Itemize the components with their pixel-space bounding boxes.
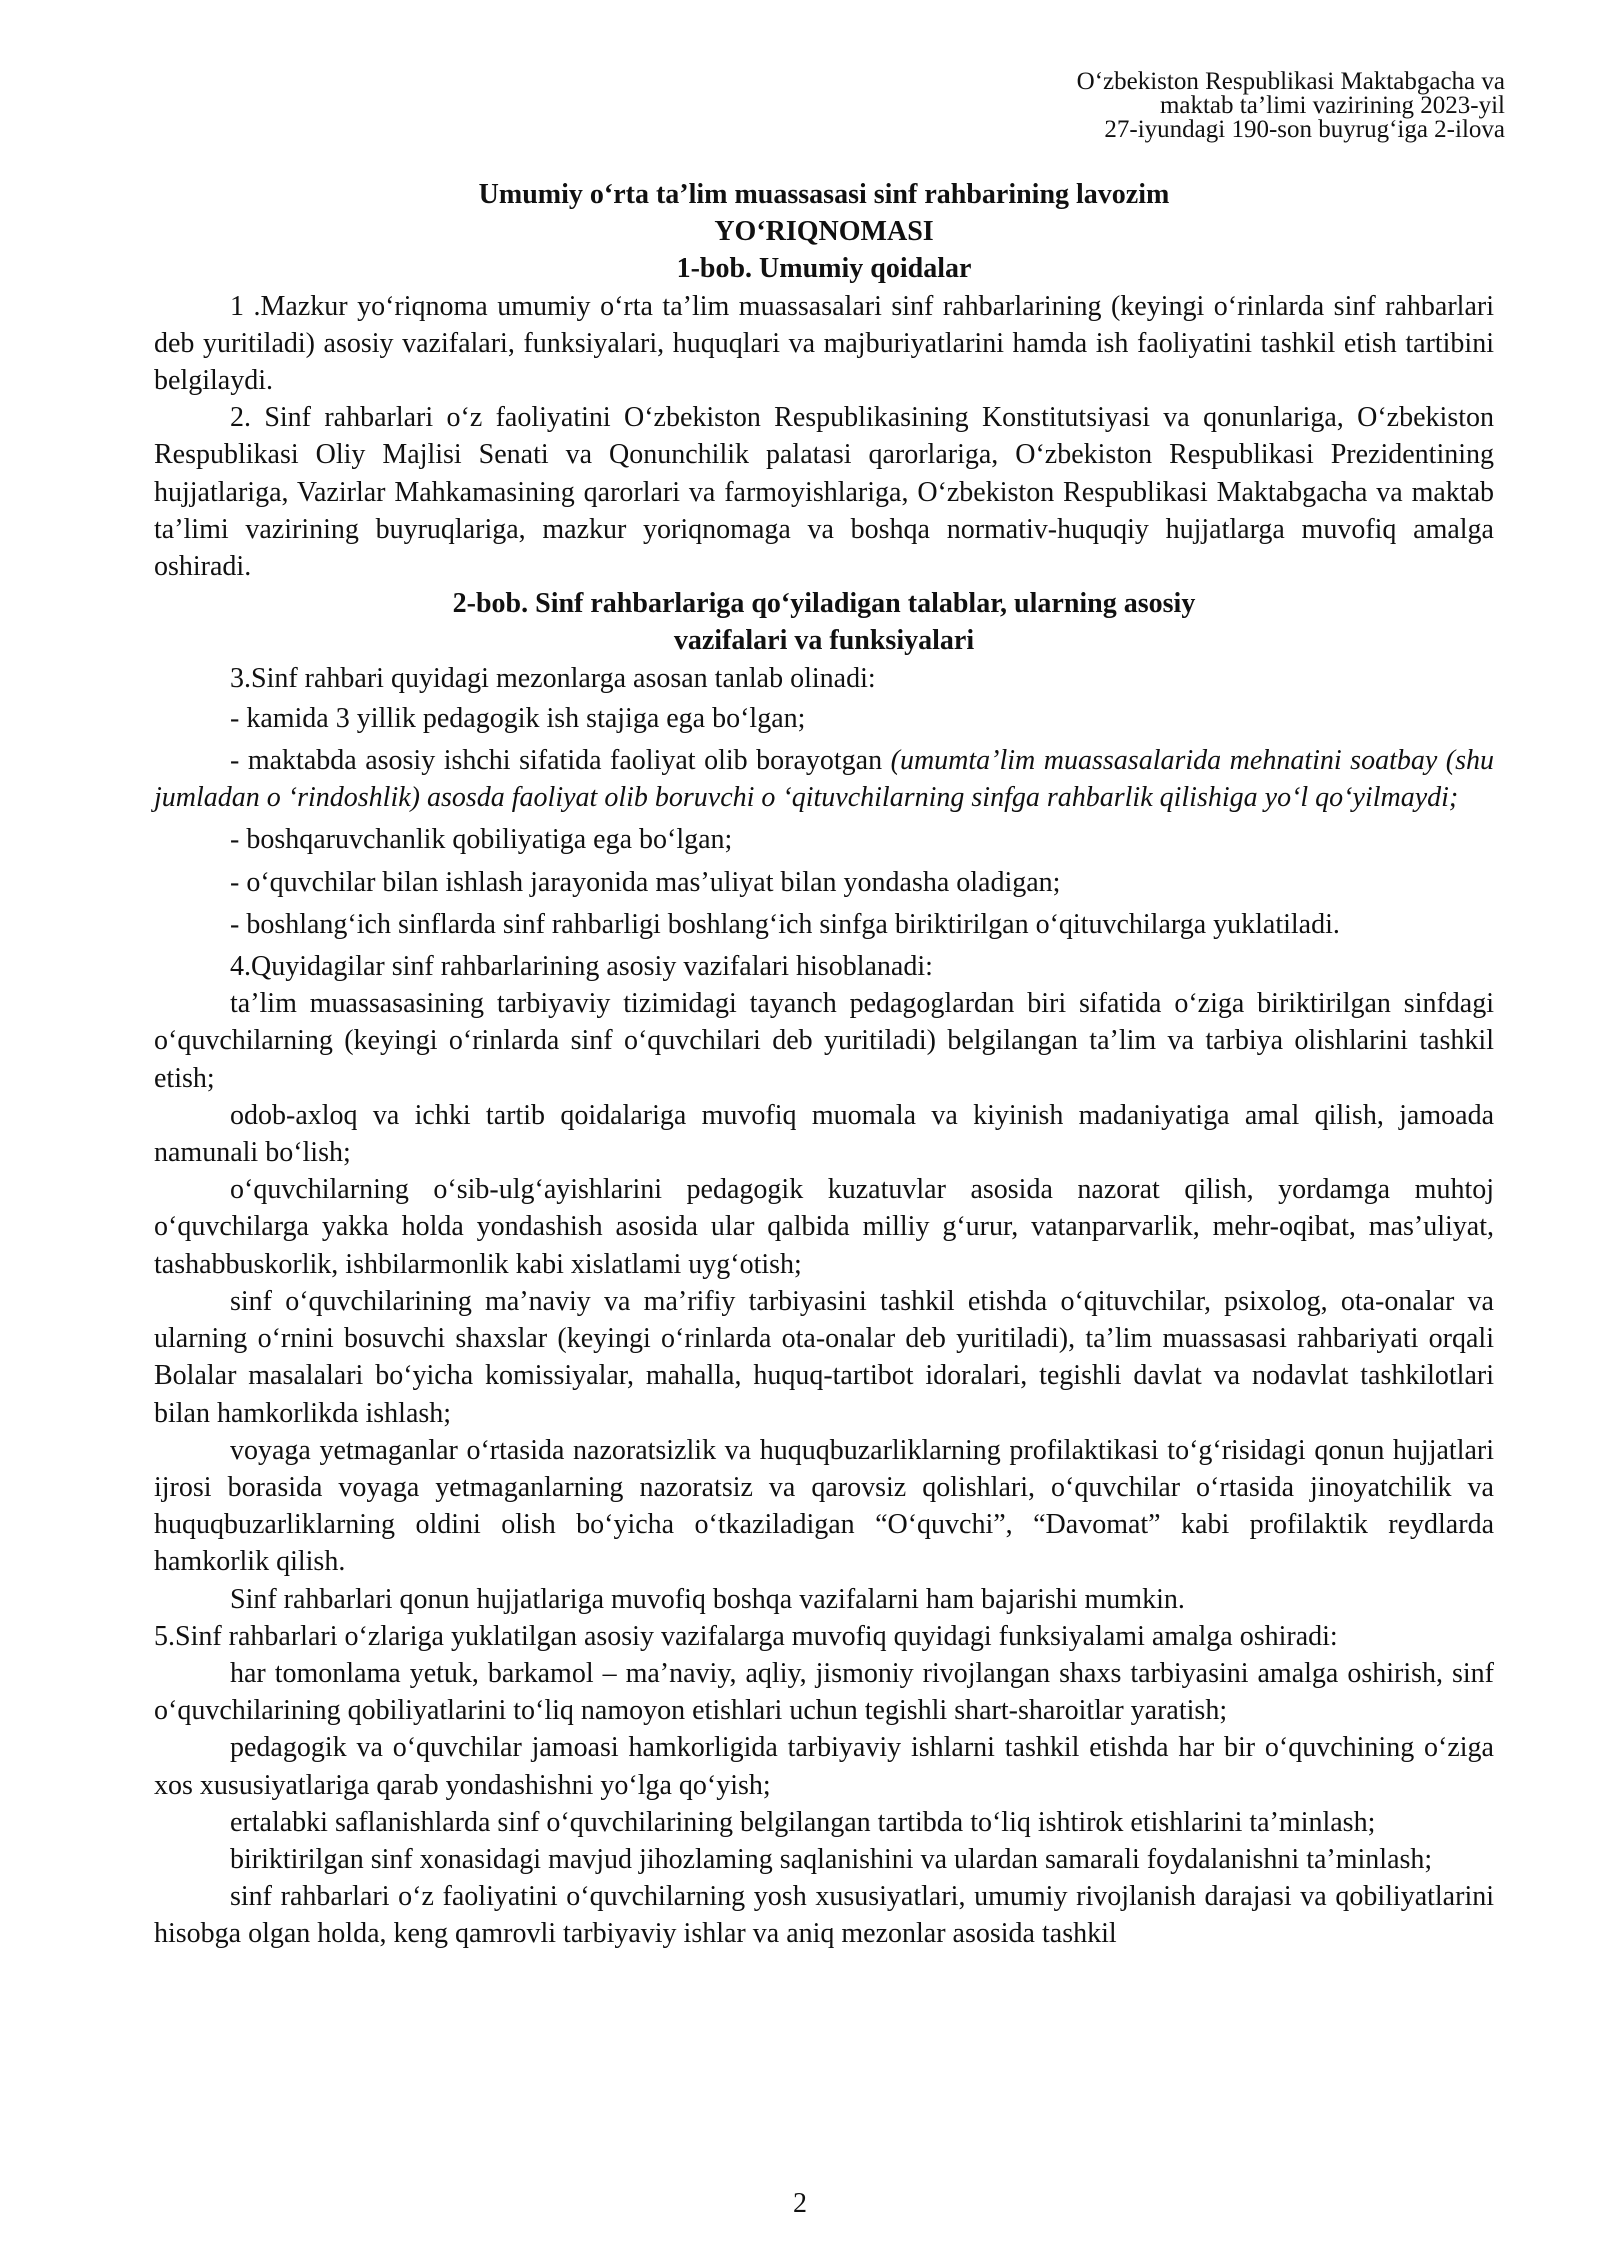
list-item: biriktirilgan sinf xonasidagi mavjud jihozlaming saqlanishini va ulardan samarali foydalanishni ta’minlash;: [230, 1843, 1433, 1875]
document-title-line-1: Umumiy o‘rta ta’lim muassasasi sinf rahbarining lavozim: [478, 179, 1170, 210]
chapter-2-heading-line-2: vazifalari va funksiyalari: [673, 625, 975, 657]
appendix-note-line-1: O‘zbekiston Respublikasi Maktabgacha va: [1076, 68, 1505, 95]
list-item: sinf rahbarlari o‘z faoliyatini o‘quvchilarning yosh xususiyatlari, umumiy rivojlanish darajasi va qobiliyatlarini hisobga olgan holda, keng qamrovli tarbiyaviy ishlar va aniq mezonlar asosida tashkil: [154, 1881, 1494, 1950]
paragraph-4: 4.Quyidagilar sinf rahbarlarining asosiy vazifalari hisoblanadi:: [230, 951, 933, 983]
list-item: - kamida 3 yillik pedagogik ish stajiga ega bo‘lgan;: [230, 702, 806, 734]
page-number: 2: [793, 2188, 807, 2219]
paragraph-2: 2. Sinf rahbarlari o‘z faoliyatini O‘zbekiston Respublikasining Konstitutsiyasi va qonunlariga, O‘zbekiston Respublikasi Oliy Majlisi Senati va Qonunchilik palatasi qarorlariga, O‘zbekiston Respublikasi Prezidentining hujjatlariga, Vazirlar Mahkamasining qarorlari va farmoyishlariga, O‘zbekiston Respublikasi Maktabgacha va maktab ta’limi vazirining buyruqlariga, mazkur yoriqnomaga va boshqa normativ-huquqiy hujjatlarga muvofiq amalga oshiradi.: [154, 402, 1494, 583]
list-item: voyaga yetmaganlar o‘rtasida nazoratsizlik va huquqbuzarliklarning profilaktikasi to‘g‘risidagi qonun hujjatlari ijrosi borasida voyaga yetmaganlarning nazoratsiz va qarovsiz qolishlari, o‘quvchilar o‘rtasida jinoyatchilik va huquqbuzarliklarning oldini olish bo‘yicha o‘tkaziladigan “O‘quvchi”, “Davomat” kabi profilaktik reydlarda hamkorlik qilish.: [154, 1434, 1494, 1578]
list-item: odob-axloq va ichki tartib qoidalariga muvofiq muomala va kiyinish madaniyatiga amal qilish, jamoada namunali bo‘lish;: [154, 1099, 1494, 1169]
list-item: [154, 742, 1494, 816]
list-item-italic-note: (umumta’lim muassasalarida mehnatini soatbay (shu jumladan o ‘rindoshlik) asosda faoliyat olib boruvchi o ‘qituvchilarning sinfga rahbarlik qilishiga yo‘l qo‘yilmaydi;: [154, 745, 1495, 814]
chapter-2-heading-line-1: 2-bob. Sinf rahbarlariga qo‘yiladigan talablar, ularning asosiy: [452, 588, 1196, 620]
list-item: - boshlang‘ich sinflarda sinf rahbarligi boshlang‘ich sinfga biriktirilgan o‘qituvchilarga yuklatiladi.: [230, 908, 1340, 940]
chapter-1-heading: 1-bob. Umumiy qoidalar: [676, 253, 972, 285]
document-title-line-2: YO‘RIQNOMASI: [714, 216, 934, 248]
list-item: - o‘quvchilar bilan ishlash jarayonida mas’uliyat bilan yondasha oladigan;: [230, 866, 1061, 898]
list-item: har tomonlama yetuk, barkamol – ma’naviy, aqliy, jismoniy rivojlangan shaxs tarbiyasini amalga oshirish, sinf o‘quvchilarining qobiliyatlarini to‘liq namoyon etishlari uchun tegishli shart-sharoitlar yaratish;: [154, 1657, 1494, 1727]
list-item: pedagogik va o‘quvchilar jamoasi hamkorligida tarbiyaviy ishlarni tashkil etishda har bir o‘quvchining o‘ziga xos xususiyatlariga qarab yondashishni yo‘lga qo‘yish;: [154, 1732, 1494, 1801]
appendix-note-line-3: 27-iyundagi 190-son buyrug‘iga 2-ilova: [1104, 116, 1505, 143]
appendix-note: [945, 70, 1505, 142]
list-item: sinf o‘quvchilarining ma’naviy va ma’rifiy tarbiyasini tashkil etishda o‘qituvchilar, psixolog, ota-onalar va ularning o‘rnini bosuvchi shaxslar (keyingi o‘rinlarda ota-onalar deb yuritiladi), ta’lim muassasasi rahbariyati orqali Bolalar masalalari bo‘yicha komissiyalar, mahalla, huquq-tartibot idoralari, tegishli davlat va nodavlat tashkilotlari bilan hamkorlikda ishlash;: [154, 1285, 1494, 1429]
list-item-text: - maktabda asosiy ishchi sifatida faoliyat olib borayotgan: [230, 745, 891, 777]
paragraph-3: 3.Sinf rahbari quyidagi mezonlarga asosan tanlab olinadi:: [230, 662, 876, 694]
list-item: ertalabki saflanishlarda sinf o‘quvchilarining belgilangan tartibda to‘liq ishtirok etishlarini ta’minlash;: [230, 1806, 1376, 1838]
list-item: o‘quvchilarning o‘sib-ulg‘ayishlarini pedagogik kuzatuvlar asosida nazorat qilish, yordamga muhtoj o‘quvchilarga yakka holda yondashish asosida ular qalbida milliy g‘urur, vatanparvarlik, mehr-oqibat, mas’uliyat, tashabbuskorlik, ishbilarmonlik kabi xislatlami uyg‘otish;: [154, 1174, 1494, 1280]
list-item: ta’lim muassasasining tarbiyaviy tizimidagi tayanch pedagoglardan biri sifatida o‘ziga biriktirilgan sinfdagi o‘quvchilarning (keyingi o‘rinlarda sinf o‘quvchilari deb yuritiladi) belgilangan ta’lim va tarbiya olishlarini tashkil etish;: [154, 988, 1494, 1094]
paragraph-1: 1 .Mazkur yo‘riqnoma umumiy o‘rta ta’lim muassasalari sinf rahbarlarining (keyingi o‘rinlarda sinf rahbarlari deb yuritiladi) asosiy vazifalari, funksiyalari, huquqlari va majburiyatlarini hamda ish faoliyatini tashkil etish tartibini belgilaydi.: [154, 290, 1494, 397]
appendix-note-line-2: maktab ta’limi vazirining 2023-yil: [1159, 92, 1505, 119]
list-item: Sinf rahbarlari qonun hujjatlariga muvofiq boshqa vazifalarni ham bajarishi mumkin.: [230, 1583, 1185, 1615]
document-body: [154, 176, 1494, 1953]
paragraph-5: 5.Sinf rahbarlari o‘zlariga yuklatilgan asosiy vazifalarga muvofiq quyidagi funksiyalami amalga oshiradi:: [154, 1620, 1338, 1652]
list-item: - boshqaruvchanlik qobiliyatiga ega bo‘lgan;: [230, 824, 733, 856]
